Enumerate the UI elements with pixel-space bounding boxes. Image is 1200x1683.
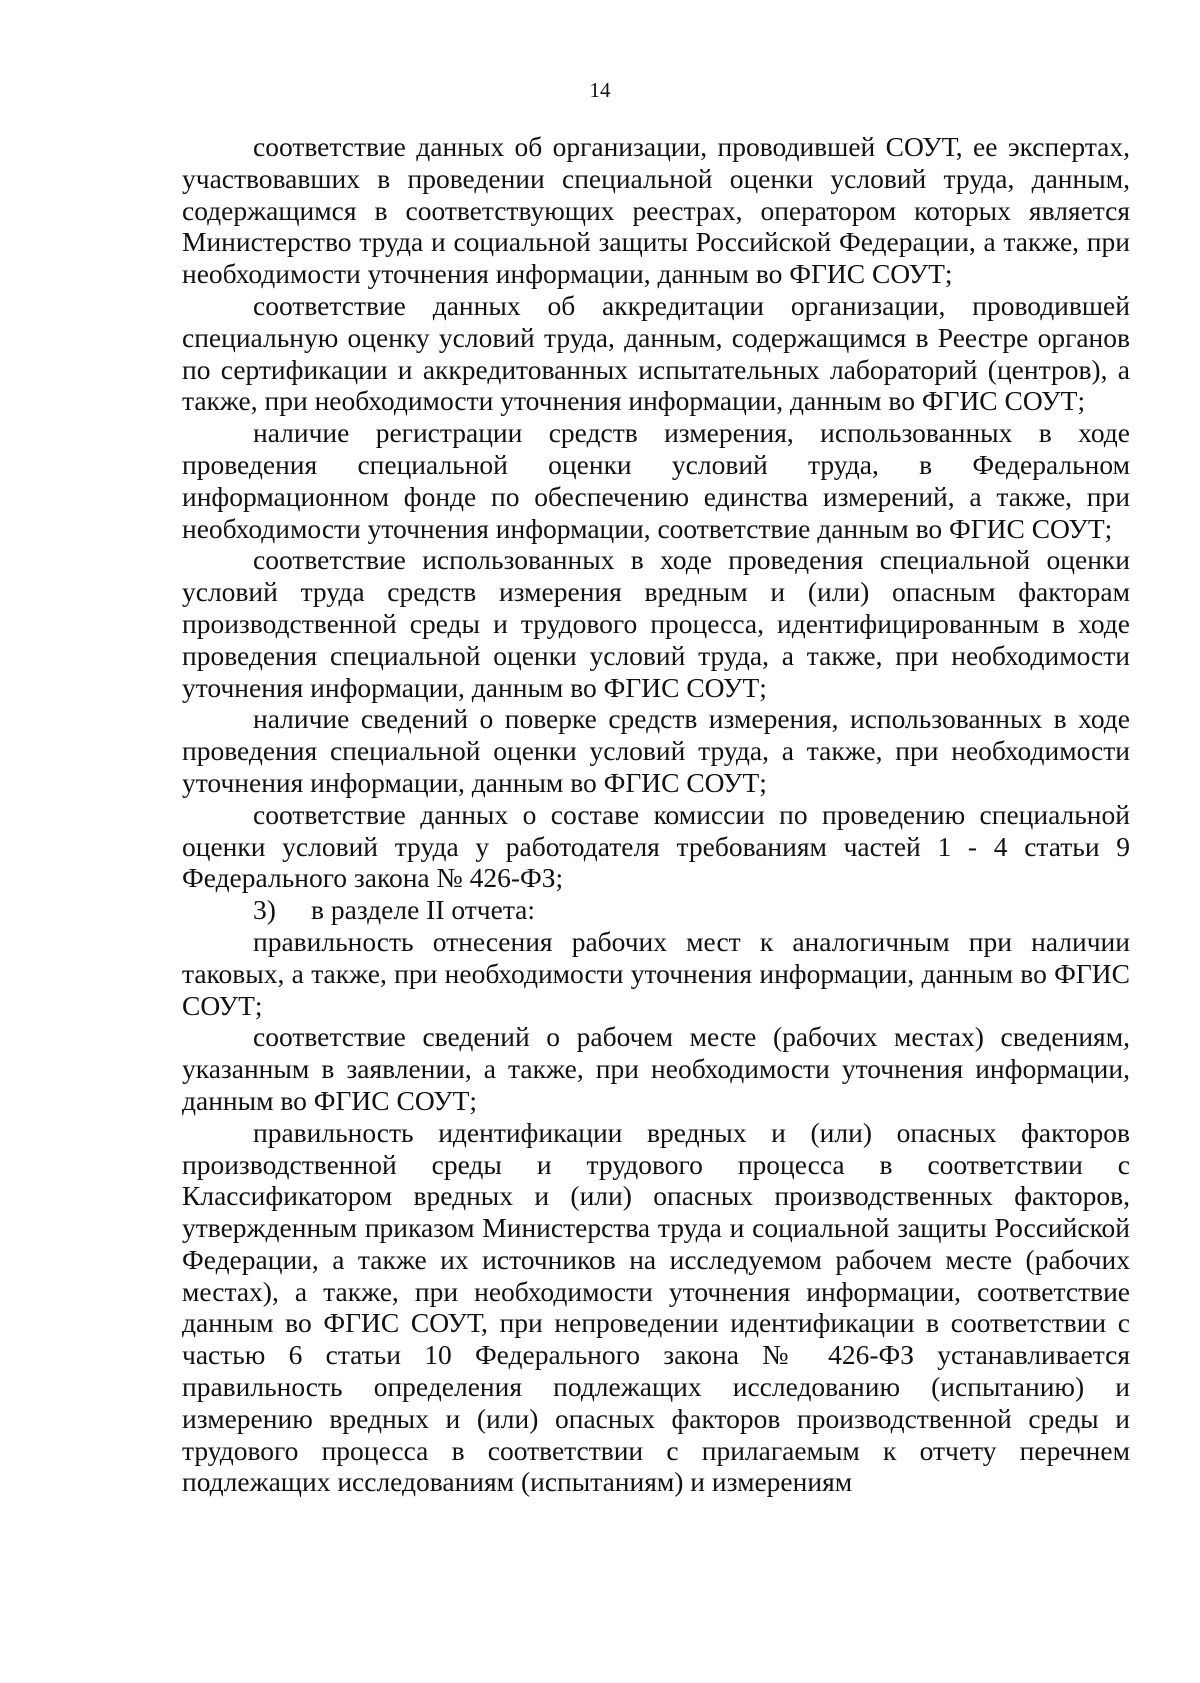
- page-number: 14: [589, 78, 611, 102]
- list-item-number: 3): [253, 894, 276, 926]
- paragraph: соответствие данных об организации, проводившей СОУТ, ее экспертах, участвовавших в проведении специальной оценки условий труда, данным, содержащимся в соответствующих реестрах, оператором которых является Министерство труда и социальной защиты Российской Федерации, а также, при необходимости уточнения информации, данным во ФГИС СОУТ;: [182, 131, 1130, 290]
- paragraph: наличие сведений о поверке средств измерения, использованных в ходе проведения специальной оценки условий труда, а также, при необходимости уточнения информации, данным во ФГИС СОУТ;: [182, 703, 1130, 798]
- list-item: [182, 894, 1130, 926]
- paragraph: соответствие сведений о рабочем месте (рабочих местах) сведениям, указанным в заявлении, а также, при необходимости уточнения информации, данным во ФГИС СОУТ;: [182, 1021, 1130, 1116]
- document-body: [182, 131, 1130, 1498]
- paragraph: соответствие данных об аккредитации организации, проводившей специальную оценку условий труда, данным, содержащимся в Реестре органов по сертификации и аккредитованных испытательных лабораторий (центров), а также, при необходимости уточнения информации, данным во ФГИС СОУТ;: [182, 289, 1130, 417]
- list-item-text: в разделе II отчета:: [311, 894, 536, 926]
- paragraph: правильность отнесения рабочих мест к аналогичным при наличии таковых, а также, при необходимости уточнения информации, данным во ФГИС СОУТ;: [182, 925, 1130, 1021]
- paragraph: соответствие данных о составе комиссии по проведению специальной оценки условий труда у работодателя требованиям частей 1 - 4 статьи 9 Федерального закона № 426-ФЗ;: [182, 798, 1130, 894]
- paragraph: соответствие использованных в ходе проведения специальной оценки условий труда средств измерения вредным и (или) опасным факторам производственной среды и трудового процесса, идентифицированным в ходе проведения специальной оценки условий труда, а также, при необходимости уточнения информации, данным во ФГИС СОУТ;: [182, 544, 1130, 703]
- paragraph: правильность идентификации вредных и (или) опасных факторов производственной среды и трудового процесса в соответствии с Классификатором вредных и (или) опасных производственных факторов, утвержденным приказом Министерства труда и социальной защиты Российской Федерации, а также их источников на исследуемом рабочем месте (рабочих местах), а также, при необходимости уточнения информации, соответствие данным во ФГИС СОУТ, при непроведении идентификации в соответствии с частью 6 статьи 10 Федерального закона № 426-ФЗ устанавливается правильность определения подлежащих исследованию (испытанию) и измерению вредных и (или) опасных факторов производственной среды и трудового процесса в соответствии с прилагаемым к отчету перечнем подлежащих исследованиям (испытаниям) и измерениям: [182, 1116, 1130, 1498]
- paragraph: наличие регистрации средств измерения, использованных в ходе проведения специальной оценки условий труда, в Федеральном информационном фонде по обеспечению единства измерений, а также, при необходимости уточнения информации, соответствие данным во ФГИС СОУТ;: [182, 417, 1130, 544]
